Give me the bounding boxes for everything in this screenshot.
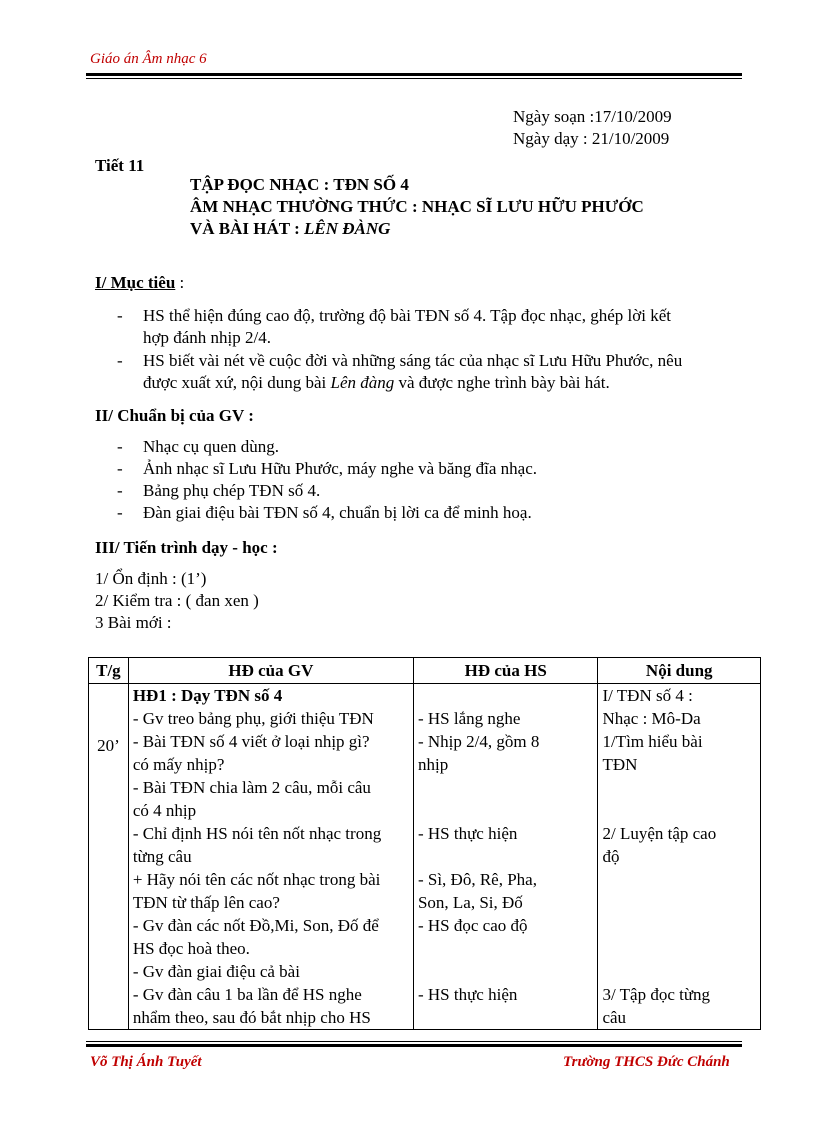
prep-item-4: Đàn giai điệu bài TĐN số 4, chuẩn bị lời ca để minh hoạ. (143, 503, 532, 522)
nd-line (602, 776, 756, 799)
hs-line (418, 845, 594, 868)
nd-line: độ (602, 847, 620, 866)
prep-item-3: Bảng phụ chép TĐN số 4. (143, 481, 321, 500)
table-row (89, 684, 761, 1030)
process-steps (95, 568, 259, 634)
header-time: T/g (89, 658, 129, 684)
time-cell (89, 684, 129, 1030)
gv-line: có mấy nhịp? (132, 755, 225, 774)
hs-line (418, 799, 594, 822)
footer-rule-thin (86, 1041, 742, 1042)
hs-line (418, 776, 594, 799)
section-process-heading: III/ Tiến trình dạy - học : (95, 538, 278, 557)
activity-title: HĐ1 : Dạy TĐN số 4 (132, 686, 283, 705)
section-preparation-heading: II/ Chuẩn bị của GV : (95, 406, 254, 425)
objectives-list (117, 305, 757, 394)
hs-line (418, 684, 594, 707)
objective-2-line-2 (143, 372, 757, 394)
list-item: - HS biết vài nét về cuộc đời và những sáng tác của nhạc sĩ Lưu Hữu Phước, nêu được xuất xứ, nội dung bài Lên đàng và được nghe trình bày bài hát. (117, 350, 757, 394)
lesson-title-3 (190, 218, 644, 240)
nd-line: TĐN (602, 755, 638, 774)
list-item: - HS thể hiện đúng cao độ, trường độ bài TĐN số 4. Tập đọc nhạc, ghép lời kết hợp đánh nhịp 2/4. (117, 305, 757, 349)
lesson-title-1: TẬP ĐỌC NHẠC : TĐN SỐ 4 (190, 175, 409, 194)
nd-line: câu (602, 1008, 627, 1027)
list-item: - Bảng phụ chép TĐN số 4. (117, 481, 321, 500)
objective-1-line-1: HS thể hiện đúng cao độ, trường độ bài TĐN số 4. Tập đọc nhạc, ghép lời kết (143, 306, 671, 325)
list-item: - Đàn giai điệu bài TĐN số 4, chuẩn bị lời ca để minh hoạ. (117, 503, 532, 522)
objective-1-line-2: hợp đánh nhịp 2/4. (143, 328, 271, 347)
hs-line: - HS thực hiện (417, 824, 518, 843)
prep-item-2: Ảnh nhạc sĩ Lưu Hữu Phước, máy nghe và băng đĩa nhạc. (143, 459, 538, 478)
nd-line: 1/Tìm hiểu bài (602, 732, 703, 751)
gv-line: HS đọc hoà theo. (132, 939, 250, 958)
lesson-plan-table (88, 657, 761, 1030)
hs-line (418, 960, 594, 983)
objective-2-text-b: và được nghe trình bày bài hát. (394, 373, 610, 392)
gv-line: - Gv đàn câu 1 ba lần để HS nghe (132, 985, 362, 1004)
dates-block (513, 106, 672, 150)
objective-2-song: Lên đàng (330, 373, 395, 392)
gv-line: - Gv đàn giai điệu cả bài (132, 962, 300, 981)
lesson-song-title: LÊN ĐÀNG (303, 219, 391, 238)
lesson-titles (190, 174, 644, 240)
step-1: 1/ Ổn định : (1’) (95, 569, 207, 588)
hs-line: - Sì, Đô, Rê, Pha, (417, 870, 537, 889)
section-objectives-heading (95, 273, 184, 293)
header-teacher-activity: HĐ của GV (128, 658, 413, 684)
lesson-number: Tiết 11 (95, 156, 145, 175)
nd-line (602, 868, 756, 891)
lesson-title-3-prefix: VÀ BÀI HÁT : (190, 219, 304, 238)
hs-line: nhịp (417, 755, 449, 774)
preparation-list (117, 436, 757, 524)
header-student-activity: HĐ của HS (413, 658, 598, 684)
date-day: Ngày dạy : 21/10/2009 (513, 129, 670, 148)
lesson-title-2: ÂM NHẠC THƯỜNG THỨC : NHẠC SĨ LƯU HỮU PHƯỚC (190, 197, 644, 216)
footer-author: Võ Thị Ánh Tuyết (90, 1054, 202, 1070)
gv-line: nhẩm theo, sau đó bắt nhịp cho HS (132, 1008, 371, 1027)
hs-line: - HS thực hiện (417, 985, 518, 1004)
nd-line (602, 799, 756, 822)
gv-line: + Hãy nói tên các nốt nhạc trong bài (132, 870, 381, 889)
hs-line: - HS lắng nghe (417, 709, 521, 728)
table-header-row (89, 658, 761, 684)
nd-line: I/ TĐN số 4 : (602, 686, 693, 705)
student-activity-cell (413, 684, 598, 1030)
nd-line: 3/ Tập đọc từng (602, 985, 711, 1004)
gv-line: - Chỉ định HS nói tên nốt nhạc trong (132, 824, 382, 843)
gv-line: từng câu (132, 847, 192, 866)
gv-line: TĐN từ thấp lên cao? (132, 893, 280, 912)
nd-line (602, 960, 756, 983)
hs-line (418, 1006, 594, 1029)
objective-2-line-1: HS biết vài nét về cuộc đời và những sáng tác của nhạc sĩ Lưu Hữu Phước, nêu (143, 351, 683, 370)
nd-line (602, 914, 756, 937)
page-header-title: Giáo án Âm nhạc 6 (90, 51, 207, 67)
objectives-heading-text: I/ Mục tiêu (95, 273, 176, 292)
header-content: Nội dung (598, 658, 761, 684)
list-item: - Nhạc cụ quen dùng. (117, 437, 279, 456)
nd-line: Nhạc : Mô-Da (602, 709, 701, 728)
header-rule-thin (86, 78, 742, 79)
footer-school: Trường THCS Đức Chánh (563, 1054, 730, 1070)
date-soan: Ngày soạn :17/10/2009 (513, 107, 672, 126)
nd-line (602, 937, 756, 960)
teacher-activity-cell (128, 684, 413, 1030)
step-3: 3 Bài mới : (95, 613, 172, 632)
gv-line: - Bài TĐN chia làm 2 câu, mỗi câu (132, 778, 371, 797)
header-rule-thick (86, 73, 742, 76)
hs-line: Son, La, Si, Đố (417, 893, 523, 912)
hs-line (418, 937, 594, 960)
gv-line: - Bài TĐN số 4 viết ở loại nhịp gì? (132, 732, 370, 751)
prep-item-1: Nhạc cụ quen dùng. (143, 437, 279, 456)
step-2: 2/ Kiểm tra : ( đan xen ) (95, 591, 259, 610)
footer-rule-thick (86, 1044, 742, 1047)
gv-line: - Gv đàn các nốt Đồ,Mi, Son, Đố để (132, 916, 379, 935)
time-value: 20’ (97, 736, 120, 755)
gv-line: - Gv treo bảng phụ, giới thiệu TĐN (132, 709, 374, 728)
list-item: - Ảnh nhạc sĩ Lưu Hữu Phước, máy nghe và băng đĩa nhạc. (117, 459, 538, 478)
nd-line: 2/ Luyện tập cao (602, 824, 717, 843)
nd-line (602, 891, 756, 914)
objective-2-text-a: được xuất xứ, nội dung bài (143, 373, 331, 392)
hs-line: - Nhịp 2/4, gồm 8 (417, 732, 540, 751)
hs-line: - HS đọc cao độ (417, 916, 528, 935)
content-cell (598, 684, 761, 1030)
objectives-heading-colon: : (175, 273, 185, 292)
gv-line: có 4 nhịp (132, 801, 197, 820)
